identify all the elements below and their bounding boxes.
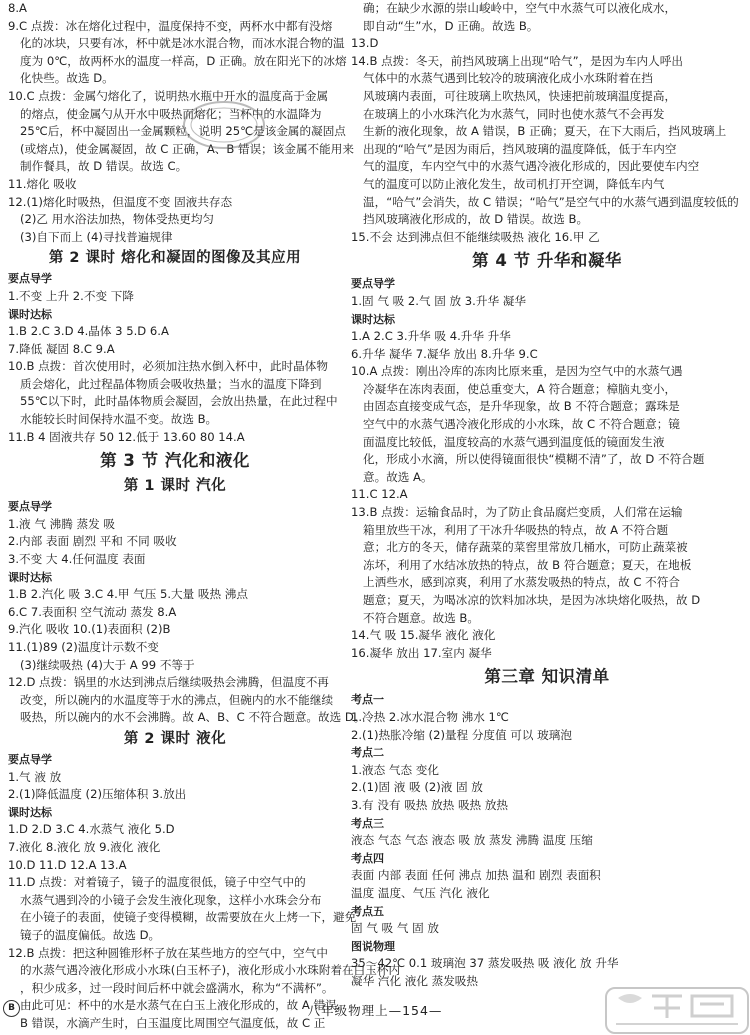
answer-line: ，积少成多，过一段时间后杯中就会盛满水，称为“不满杯”。 [20, 980, 334, 995]
page-mark-badge: B [3, 1000, 20, 1017]
answer-line: 1.液 气 沸腾 蒸发 吸 [8, 516, 115, 531]
subsection-label: 课时达标 [351, 312, 395, 326]
answer-line: 35～42℃ 0.1 玻璃泡 37 蒸发吸热 吸 液化 放 升华 [351, 956, 619, 971]
answer-line: 7.降低 凝固 8.C 9.A [8, 341, 115, 356]
answer-line: 气的温度可以防止液化发生，故司机打开空调，降低车内气 [363, 176, 665, 191]
answer-line: 生新的液化现象，故 A 错误，B 正确；夏天，在下大雨后，挡风玻璃上 [363, 124, 727, 139]
subsection-label: 要点导学 [8, 500, 52, 514]
answer-line: 面温度比较低，温度较高的水蒸气遇到温度低的镜面发生液 [363, 434, 665, 449]
answer-line: 冷凝华在冻肉表面，使总重变大，A 符合题意；樟脑丸变小， [363, 381, 677, 396]
answer-line: 由此可见：杯中的水是水蒸气在白玉上液化形成的，故 A 错误， [20, 998, 349, 1013]
answer-line: 10.C 点拨：金属勺熔化了，说明热水瓶中开水的温度高于金属 [8, 88, 329, 103]
answer-line: 意；北方的冬天，储存蔬菜的菜窖里常放几桶水，可防止蔬菜被 [363, 540, 688, 555]
subsection-label: 图说物理 [351, 939, 395, 953]
answer-line: 化快些。故选 D。 [20, 71, 114, 86]
answer-line: 13.D [351, 36, 379, 51]
section-heading: 第 4 节 升华和凝华 [472, 251, 622, 271]
answer-line: (3)自下而上 (4)寻找普遍规律 [20, 229, 173, 244]
answer-line: 1.不变 上升 2.不变 下降 [8, 288, 134, 303]
subsection-label: 课时达标 [8, 570, 52, 584]
answer-line: 挡风玻璃液化形成的，故 D 错误。故选 B。 [363, 212, 589, 227]
answer-line: 温度 温度、气压 汽化 液化 [351, 885, 490, 900]
answer-line: 10.B 点拨：首次使用时，必须加注热水倒入杯中，此时晶体物 [8, 359, 328, 374]
answer-line: 3.有 没有 吸热 放热 吸热 放热 [351, 797, 509, 812]
answer-line: 不符合题意。故选 B。 [363, 610, 479, 625]
answer-line: 11.熔化 吸收 [8, 176, 77, 191]
answer-line: 11.B 4 固液共存 50 12.低于 13.60 80 14.A [8, 429, 245, 444]
answer-line: 9.C 点拨：冰在熔化过程中，温度保持不变，两杯水中都有没熔 [8, 18, 333, 33]
answer-line: 1.固 气 吸 2.气 固 放 3.升华 凝华 [351, 293, 526, 308]
answer-line: 1.B 2.汽化 吸 3.C 4.甲 气压 5.大量 吸热 沸点 [8, 587, 248, 602]
answer-line: (或熔点)，使金属凝固，故 C 正确，A、B 错误；该金属不能用来 [20, 141, 354, 156]
answer-line: 2.(1)降低温度 (2)压缩体积 3.放出 [8, 787, 187, 802]
subsection-label: 要点导学 [8, 272, 52, 286]
answer-line: 水蒸气遇到冷的小镜子会发生液化现象，这样小水珠会分布 [20, 892, 322, 907]
subsection-label: 考点二 [351, 746, 384, 760]
answer-line: 镜子的温度偏低。故选 D。 [20, 927, 161, 942]
answer-line: 14.气 吸 15.凝华 液化 液化 [351, 628, 496, 643]
answer-line: 1.D 2.D 3.C 4.水蒸气 液化 5.D [8, 822, 175, 837]
answer-line: 8.A [8, 1, 27, 15]
lesson-heading: 第 1 课时 汽化 [123, 478, 227, 495]
answer-line: 14.B 点拨：冬天，前挡风玻璃上出现“哈气”，是因为车内人呼出 [351, 53, 683, 68]
answer-line: 化的冰块，只要有冰，杯中就是冰水混合物，而冰水混合物的温 [20, 36, 345, 51]
answer-line: 9.汽化 吸收 10.(1)表面积 (2)B [8, 622, 171, 637]
subsection-label: 考点一 [351, 693, 384, 707]
subsection-label: 要点导学 [8, 752, 52, 766]
answer-line: 25℃后，杯中凝固出一金属颗粒，说明 25℃是该金属的凝固点 [20, 124, 346, 139]
answer-line: 1.B 2.C 3.D 4.晶体 3 5.D 6.A [8, 324, 169, 339]
answer-line: 12.D 点拨：锅里的水达到沸点后继续吸热会沸腾，但温度不再 [8, 675, 329, 690]
chapter-heading: 第三章 知识清单 [484, 667, 610, 687]
subsection-label: 课时达标 [8, 307, 52, 321]
answer-line: 气体中的水蒸气遇到比较冷的玻璃液化成小水珠附着在挡 [363, 71, 653, 86]
answer-line: 11.D 点拨：对着镜子，镜子的温度很低，镜子中空气中的 [8, 875, 306, 890]
answer-line: 2.内部 表面 剧烈 平和 不同 吸收 [8, 534, 177, 549]
answer-line: 15.不会 达到沸点但不能继续吸热 液化 16.甲 乙 [351, 229, 600, 244]
answer-line: 10.A 点拨：刚出冷库的冻肉比原来重，是因为空气中的水蒸气遇 [351, 364, 683, 379]
answer-line: (3)继续吸热 (4)大于 A 99 不等于 [20, 657, 195, 672]
answer-line: 11.C 12.A [351, 487, 408, 502]
answer-line: 空气中的水蒸气遇冷液化形成的小水珠，故 C 不符合题意；镜 [363, 417, 680, 432]
answer-line: 1.液态 气态 变化 [351, 762, 439, 777]
answer-line: 题意；夏天，为喝冰凉的饮料加冰块，是因为冰块熔化吸热，故 D [363, 593, 701, 607]
answer-line: 6.C 7.表面积 空气流动 蒸发 8.A [8, 604, 177, 619]
answer-line: 10.D 11.D 12.A 13.A [8, 857, 127, 872]
answer-line: 吸热，所以碗内的水不会沸腾。故 A、B、C 不符合题意。故选 D。 [20, 710, 366, 725]
answer-line: 确；在缺少水源的崇山峻岭中，空气中水蒸气可以液化成水， [363, 1, 677, 15]
answer-line: 度为 0℃，故两杯水的温度一样高，D 正确。放在阳光下的冰熔 [20, 53, 347, 68]
answer-line: 出现的“哈气”是因为雨后，挡风玻璃的温度降低，低于车内空 [363, 141, 677, 156]
answer-line: 即自动“生”水，D 正确。故选 B。 [363, 18, 539, 33]
subsection-label: 课时达标 [8, 805, 52, 819]
section-heading: 第 3 节 汽化和液化 [100, 451, 250, 471]
answer-line: 13.B 点拨：运输食品时，为了防止食品腐烂变质，人们常在运输 [351, 505, 683, 520]
subsection-label: 考点四 [351, 851, 384, 865]
answer-line: B 错误，水滴产生时，白玉温度比周围空气温度低，故 C 正 [20, 1015, 326, 1030]
answer-line: 1.气 液 放 [8, 769, 62, 784]
answer-line: 化，形成小水滴，所以使得镜面很快“模糊不清”了，故 D 不符合题 [363, 452, 705, 467]
answer-line: 的熔点，使金属勺从开水中吸热而熔化；当杯中的水温降为 [20, 106, 322, 121]
answer-line: 凝华 汽化 液化 蒸发吸热 [351, 973, 478, 988]
answer-line: 3.不变 大 4.任何温度 表面 [8, 552, 146, 567]
lesson-heading: 第 2 课时 液化 [123, 730, 227, 747]
answer-line: 由固态直接变成气态，是升华现象，故 B 不符合题意；露珠是 [363, 399, 680, 414]
answer-line: (2)乙 用水浴法加热，物体受热更均匀 [20, 212, 215, 227]
answer-line: 55℃以下时，此时晶体物质会凝固，会放出热量，在此过程中 [20, 394, 338, 409]
lesson-heading: 第 2 课时 熔化和凝固的图像及其应用 [48, 250, 302, 267]
page-footer: 八年级物理上—154— [307, 1003, 443, 1018]
answer-line: 1.A 2.C 3.升华 吸 4.升华 升华 [351, 329, 511, 344]
answer-line: 箱里放些干冰，利用了干冰升华吸热的特点，故 A 不符合题 [363, 522, 669, 537]
subsection-label: 要点导学 [351, 277, 395, 291]
answer-line: 风玻璃内表面，可往玻璃上吹热风，快速把前玻璃温度提高， [363, 88, 677, 103]
answer-line: 12.(1)熔化时吸热，但温度不变 固液共存态 [8, 194, 233, 209]
answer-line: 在小镜子的表面，使镜子变得模糊，故需要放在火上烤一下，避免 [20, 910, 357, 925]
answer-line: 液态 气态 气态 液态 吸 放 蒸发 沸腾 温度 压缩 [351, 833, 593, 848]
answer-line: 改变，所以碗内的水温度等于水的沸点，但碗内的水不能继续 [20, 692, 334, 707]
answer-line: 固 气 吸 气 固 放 [351, 921, 439, 936]
answer-line: 11.(1)89 (2)温度计示数不变 [8, 640, 159, 654]
answer-line: 16.凝华 放出 17.室内 凝华 [351, 645, 492, 660]
answer-line: 温，“哈气”会消失，故 C 错误；“哈气”是空气中的水蒸气遇到温度较低的 [363, 194, 739, 209]
answer-line: 2.(1)固 液 吸 (2)液 固 放 [351, 780, 483, 795]
subsection-label: 考点三 [351, 816, 384, 830]
answer-line: 质会熔化，此过程晶体物质会吸收热量；当水的温度下降到 [20, 376, 322, 391]
answer-line: 的水蒸气遇冷液化形成小水珠(白玉杯子)，液化形成小水珠附着在白玉杯内 [20, 963, 401, 978]
answer-line: 2.(1)热胀冷缩 (2)量程 分度值 可以 玻璃泡 [351, 727, 572, 742]
answer-line: 制作餐具，故 D 错误。故选 C。 [20, 159, 188, 174]
right-column [351, 0, 743, 990]
answer-line: 12.B 点拨：把这种圆锥形杯子放在某些地方的空气中，空气中 [8, 945, 328, 960]
answer-line: 意。故选 A。 [363, 469, 433, 484]
answer-line: 表面 内部 表面 任何 沸点 加热 温和 剧烈 表面积 [351, 868, 601, 883]
answer-line: 1.冷热 2.冰水混合物 沸水 1℃ [351, 709, 509, 724]
answer-line: 7.液化 8.液化 放 9.液化 液化 [8, 839, 161, 854]
answer-line: 冻坏，利用了水结冰放热的特点，故 B 符合题意；夏天，在地板 [363, 557, 692, 572]
answer-line: 6.升华 凝华 7.凝华 放出 8.升华 9.C [351, 346, 538, 361]
answer-line: 气的温度，车内空气中的水蒸气遇冷液化形成的，因此要使车内空 [363, 159, 700, 174]
answer-line: 上洒些水，感到凉爽，利用了水蒸发吸热的特点，故 C 不符合 [363, 575, 680, 590]
answer-line: 水能较长时间保持水温不变。故选 B。 [20, 412, 218, 427]
answer-line: 在玻璃上的小水珠汽化为水蒸气，同时也使水蒸气不会再发 [363, 106, 665, 121]
subsection-label: 考点五 [351, 904, 384, 918]
